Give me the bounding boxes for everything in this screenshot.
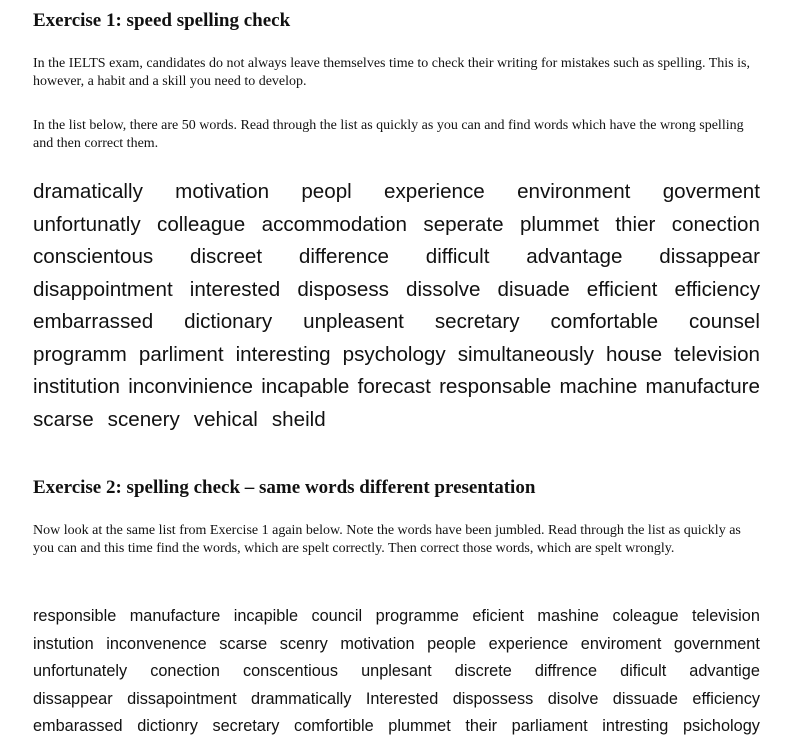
word: incapable xyxy=(261,375,350,398)
word: environment xyxy=(517,180,631,203)
word: unfortunately xyxy=(33,662,128,680)
word: dissapointment xyxy=(127,689,237,708)
word: mashine xyxy=(537,607,599,625)
word: thier xyxy=(615,212,656,236)
word: responsable xyxy=(439,375,552,398)
word: manufacture xyxy=(129,607,221,625)
word: psychology xyxy=(342,342,446,366)
word: interested xyxy=(189,277,281,301)
word: enviroment xyxy=(580,634,662,653)
word-list-line xyxy=(33,241,760,274)
word: forecast xyxy=(357,375,431,398)
word: comfortable xyxy=(550,310,659,333)
word: secretary xyxy=(212,717,280,735)
word: seperate xyxy=(423,212,504,236)
word: conscientous xyxy=(33,245,154,268)
word: advantage xyxy=(526,245,623,268)
word: dictionary xyxy=(184,310,273,333)
word: government xyxy=(673,634,760,653)
word: dissuade xyxy=(612,689,678,708)
word: psichology xyxy=(682,717,760,735)
word: experience xyxy=(384,180,485,203)
word-list-line xyxy=(33,404,760,437)
word: peopl xyxy=(301,180,352,203)
word: council xyxy=(311,607,363,625)
word: machine xyxy=(559,375,638,398)
word-list-line xyxy=(33,339,760,372)
word: conection xyxy=(671,212,760,236)
word: colleague xyxy=(157,212,246,236)
word: plummet xyxy=(388,717,451,735)
word: television xyxy=(674,342,760,366)
word: disposess xyxy=(297,277,389,301)
word: inconvinience xyxy=(128,375,254,398)
word: sheild xyxy=(271,407,326,431)
word: goverment xyxy=(662,180,760,203)
word-list-line xyxy=(33,686,760,714)
word-list-line xyxy=(33,306,760,339)
word: dictionry xyxy=(137,717,198,735)
word: scarse xyxy=(219,634,268,653)
word: dissappear xyxy=(33,689,113,708)
word: responsible xyxy=(33,607,117,625)
word: motivation xyxy=(340,634,415,653)
exercise-2-title: Exercise 2: spelling check – same words different presentation xyxy=(33,477,536,498)
word: inconvenence xyxy=(106,634,207,653)
word: discreet xyxy=(190,245,263,268)
exercise-1-instructions-paragraph: In the list below, there are 50 words. Read through the list as quickly as you can and find words which have the wrong spelling and then correct them. xyxy=(33,118,744,151)
exercise-1-title: Exercise 1: speed spelling check xyxy=(33,10,291,31)
word: parliament xyxy=(511,717,588,735)
word: coleague xyxy=(612,607,679,625)
exercise-2-instructions-paragraph: Now look at the same list from Exercise 1 again below. Note the words have been jumbled. Read through the list as quickly as you can and this time find the words, which are spelt correctly. Then correct those words, which are spelt wrongly. xyxy=(33,523,741,556)
word: scenry xyxy=(279,634,328,653)
word-list-line xyxy=(33,176,760,209)
word: diffrence xyxy=(534,662,597,680)
word: parliment xyxy=(138,342,224,366)
word: conscentious xyxy=(242,662,339,680)
word: programme xyxy=(375,607,459,625)
word: plummet xyxy=(519,212,599,236)
word: dissappear xyxy=(659,245,760,268)
word: accommodation xyxy=(261,212,407,236)
word: motivation xyxy=(175,180,270,203)
word: dispossess xyxy=(452,689,534,708)
word: counsel xyxy=(688,310,760,333)
word: secretary xyxy=(434,310,520,333)
exercise-1-word-list xyxy=(33,176,760,436)
word-list-line xyxy=(33,631,760,659)
word: television xyxy=(692,607,760,625)
word: house xyxy=(605,342,663,366)
word: intresting xyxy=(602,717,669,735)
word: embarrassed xyxy=(33,310,154,333)
word-list-line xyxy=(33,371,760,404)
word: vehical xyxy=(193,407,258,431)
word: eficient xyxy=(472,607,524,625)
word: discrete xyxy=(454,662,512,680)
word: instution xyxy=(33,634,94,653)
word: conection xyxy=(150,662,220,680)
word: experience xyxy=(488,634,569,653)
word: drammatically xyxy=(251,689,352,708)
word: manufacture xyxy=(645,375,760,398)
word: embarassed xyxy=(33,717,123,735)
word: scarse xyxy=(33,407,94,431)
word: efficiency xyxy=(674,277,760,301)
exercise-2-word-list xyxy=(33,603,760,741)
word: advantige xyxy=(689,662,760,680)
word: their xyxy=(465,717,498,735)
word: scenery xyxy=(107,407,180,431)
word: comfortible xyxy=(294,717,374,735)
word: unplesant xyxy=(361,662,432,680)
word: people xyxy=(427,634,477,653)
word: difficult xyxy=(425,245,490,268)
word: programm xyxy=(33,342,127,366)
word: disolve xyxy=(547,689,599,708)
word-list-line xyxy=(33,658,760,686)
word: dissolve xyxy=(406,277,481,301)
word: interesting xyxy=(235,342,331,366)
word: efficient xyxy=(586,277,658,301)
exercise-1-intro-paragraph: In the IELTS exam, candidates do not always leave themselves time to check their writing for mistakes such as spelling. This is, however, a habit and a skill you need to develop. xyxy=(33,56,750,89)
word-list-line xyxy=(33,274,760,307)
word: dificult xyxy=(620,662,667,680)
word: unpleasent xyxy=(303,310,404,333)
word: disappointment xyxy=(33,277,173,301)
word: difference xyxy=(298,245,389,268)
word: disuade xyxy=(497,277,570,301)
word: simultaneously xyxy=(457,342,594,366)
word-list-line xyxy=(33,603,760,631)
word: institution xyxy=(33,375,121,398)
word: unfortunatly xyxy=(33,212,141,236)
word-list-line xyxy=(33,209,760,242)
word: incapible xyxy=(233,607,299,625)
word: Interested xyxy=(365,689,439,708)
word: dramatically xyxy=(33,180,143,203)
word: efficiency xyxy=(692,689,760,708)
word-list-line xyxy=(33,713,760,741)
